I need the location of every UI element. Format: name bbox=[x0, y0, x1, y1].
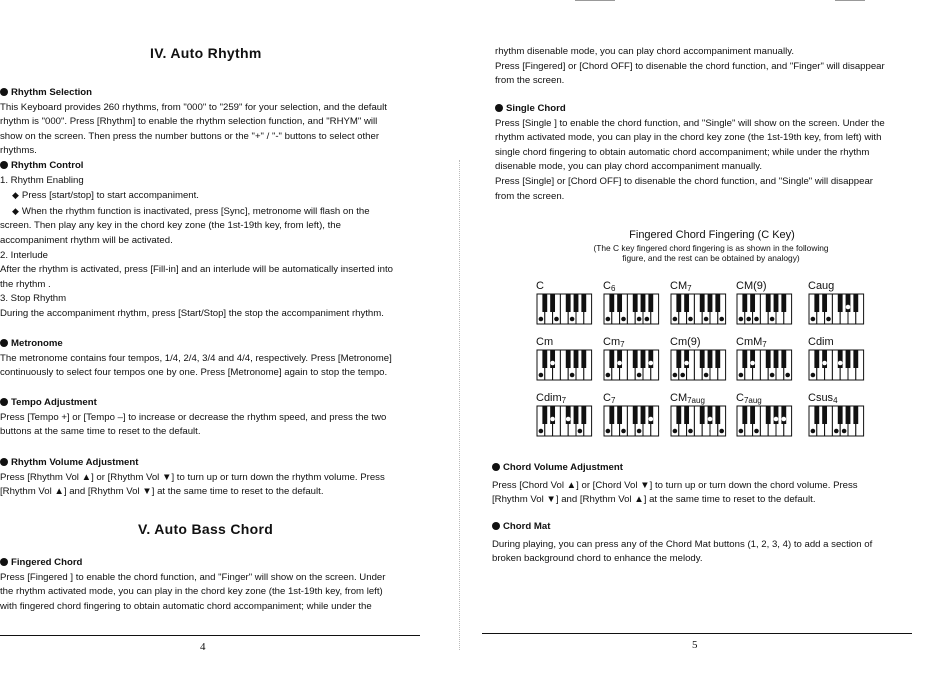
finger-dot bbox=[842, 429, 847, 434]
finger-dot bbox=[785, 373, 790, 378]
chord-diagram bbox=[603, 280, 659, 325]
finger-dot bbox=[606, 373, 611, 378]
black-key bbox=[715, 294, 720, 312]
black-key bbox=[766, 406, 771, 424]
chord-chart-subtitle: (The C key fingered chord fingering is as shown in the following bbox=[593, 242, 829, 253]
chord-diagram bbox=[736, 280, 792, 325]
paragraph-line: After the rhythm is activated, press [Fill-in] and an interlude will be automatically inserted into bbox=[0, 264, 393, 276]
finger-dot bbox=[554, 317, 559, 322]
keyboard-diagram bbox=[670, 405, 727, 437]
black-key bbox=[766, 350, 771, 368]
right-page bbox=[470, 0, 950, 673]
finger-dot bbox=[822, 361, 827, 366]
keyboard-diagram bbox=[536, 293, 593, 325]
left-page bbox=[0, 0, 432, 673]
keyboard-diagram bbox=[603, 349, 660, 381]
black-key bbox=[700, 294, 705, 312]
section-title-auto-rhythm: IV. Auto Rhythm bbox=[150, 45, 262, 61]
black-key bbox=[581, 406, 586, 424]
bullet-icon bbox=[0, 458, 8, 466]
chord-diagram bbox=[736, 336, 792, 381]
black-key bbox=[633, 406, 638, 424]
finger-dot bbox=[673, 317, 678, 322]
page-gutter bbox=[459, 160, 461, 650]
metronome-heading: Metronome bbox=[0, 337, 392, 352]
black-key bbox=[581, 294, 586, 312]
paragraph-line: accompaniment rhythm will be activated. bbox=[0, 234, 173, 246]
fingered-chord-continued bbox=[495, 45, 885, 89]
black-key bbox=[609, 350, 614, 368]
paragraph-line: Press [Fingered ] to enable the chord function, and "Finger" will show on the screen. Under bbox=[0, 571, 386, 583]
black-key bbox=[774, 294, 779, 312]
finger-dot bbox=[704, 373, 709, 378]
finger-dot bbox=[570, 373, 575, 378]
paragraph-line: with fingered chord fingering to obtain automatic chord accompaniment; while under the bbox=[0, 600, 372, 612]
bullet-icon bbox=[495, 104, 503, 112]
rhythm-selection-section bbox=[0, 86, 393, 322]
paragraph-line: disenable mode, you can play chord accompaniment manually. bbox=[495, 161, 762, 173]
finger-dot bbox=[704, 317, 709, 322]
finger-dot bbox=[750, 361, 755, 366]
chord-name: Csus$_4$ bbox=[808, 392, 838, 405]
chord-name: Cm bbox=[536, 336, 554, 348]
black-key bbox=[633, 294, 638, 312]
tempo-heading: Tempo Adjustment bbox=[0, 396, 386, 411]
paragraph-line: Press [Chord Vol ▲] or [Chord Vol ▼] to turn up or turn down the chord volume. Press bbox=[492, 479, 858, 491]
finger-dot bbox=[739, 317, 744, 322]
chord-chart-subtitle: figure, and the rest can be obtained by analogy) bbox=[622, 252, 800, 263]
chord-name: $CM_7$ bbox=[670, 280, 692, 293]
black-key bbox=[822, 294, 827, 312]
black-key bbox=[566, 350, 571, 368]
paragraph-line: rhythm is "000". Press [Rhythm] to enable the rhythm selection function, and "RHYM" will bbox=[0, 116, 378, 128]
black-key bbox=[708, 350, 713, 368]
keyboard-diagram bbox=[670, 349, 727, 381]
black-key bbox=[566, 294, 571, 312]
paragraph-line: [Rhythm Vol ▲] and [Rhythm Vol ▼] at the same time to reset to the default. bbox=[0, 486, 324, 498]
paragraph-line: buttons at the same time to reset to the default. bbox=[0, 426, 201, 438]
black-key bbox=[641, 294, 646, 312]
finger-dot bbox=[637, 317, 642, 322]
chord-diagram bbox=[603, 336, 659, 381]
paragraph-line: During playing, you can press any of the Chord Mat buttons (1, 2, 3, 4) to add a section of bbox=[492, 538, 873, 550]
finger-dot bbox=[719, 317, 724, 322]
chord-diagram bbox=[536, 280, 592, 325]
black-key bbox=[766, 294, 771, 312]
finger-dot bbox=[846, 305, 851, 310]
finger-dot bbox=[617, 361, 622, 366]
finger-dot bbox=[754, 429, 759, 434]
chord-name: Cdim$_7$ bbox=[536, 392, 567, 405]
finger-dot bbox=[774, 417, 779, 422]
keyboard-diagram bbox=[736, 405, 793, 437]
keyboard-diagram bbox=[536, 349, 593, 381]
paragraph-line: Press [Tempo +] or [Tempo –] to increase or decrease the rhythm speed, and press the two bbox=[0, 411, 387, 423]
finger-dot bbox=[688, 317, 693, 322]
black-key bbox=[676, 294, 681, 312]
paragraph-line: ◆ When the rhythm function is inactivated, press [Sync], metronome will flash on the bbox=[12, 205, 370, 217]
black-key bbox=[846, 350, 851, 368]
keyboard-diagram bbox=[603, 405, 660, 437]
chord-diagram bbox=[536, 336, 592, 381]
paragraph-line: 2. Interlude bbox=[0, 249, 49, 261]
paragraph-line: screen. Then play any key in the chord key zone (the 1st-19th key, from left), the bbox=[0, 220, 341, 232]
black-key bbox=[853, 406, 858, 424]
chord-diagram bbox=[808, 392, 864, 437]
chord-volume-heading: Chord Volume Adjustment bbox=[492, 461, 858, 476]
finger-dot bbox=[782, 417, 787, 422]
chord-name: CM(9) bbox=[736, 280, 767, 292]
metronome-section bbox=[0, 337, 392, 381]
chord-diagram bbox=[808, 280, 864, 325]
black-key bbox=[838, 406, 843, 424]
black-key bbox=[742, 350, 747, 368]
black-key bbox=[684, 294, 689, 312]
paragraph-line: 3. Stop Rhythm bbox=[0, 293, 67, 305]
paragraph-line: rhythm activated mode, you can play in the chord key zone (the 1st-19th key, from left) with bbox=[495, 132, 882, 144]
finger-dot bbox=[550, 361, 555, 366]
rhythm-control-heading: Rhythm Control bbox=[0, 159, 393, 174]
finger-dot bbox=[539, 429, 544, 434]
black-key bbox=[581, 350, 586, 368]
chord-diagram bbox=[736, 392, 792, 437]
chord-name: Cdim bbox=[808, 336, 834, 348]
finger-dot bbox=[838, 361, 843, 366]
section-title-auto-bass-chord: V. Auto Bass Chord bbox=[138, 521, 274, 537]
finger-dot bbox=[680, 373, 685, 378]
black-key bbox=[822, 406, 827, 424]
chord-chart-header bbox=[470, 228, 950, 263]
keyboard-diagram bbox=[670, 293, 727, 325]
finger-dot bbox=[578, 429, 583, 434]
black-key bbox=[853, 294, 858, 312]
chord-diagram bbox=[808, 336, 864, 381]
diamond-bullet-icon: ◆ bbox=[12, 205, 19, 216]
rhythm-selection-heading: Rhythm Selection bbox=[0, 86, 393, 101]
rhythm-volume-section bbox=[0, 456, 385, 500]
finger-dot bbox=[719, 429, 724, 434]
rhythm-volume-heading: Rhythm Volume Adjustment bbox=[0, 456, 385, 471]
paragraph-line: The metronome contains four tempos, 1/4, 2/4, 3/4 and 4/4, respectively. Press [Metronome] bbox=[0, 352, 392, 364]
finger-dot bbox=[754, 317, 759, 322]
paragraph-line: [Rhythm Vol ▼] and [Rhythm Vol ▲] at the same time to reset to the default. bbox=[492, 494, 816, 506]
finger-dot bbox=[688, 429, 693, 434]
finger-dot bbox=[645, 317, 650, 322]
finger-dot bbox=[550, 417, 555, 422]
black-key bbox=[781, 294, 786, 312]
keyboard-diagram bbox=[736, 293, 793, 325]
single-chord-section bbox=[495, 102, 885, 204]
keyboard-diagram bbox=[808, 293, 865, 325]
keyboard-diagram bbox=[736, 349, 793, 381]
chord-chart-title: Fingered Chord Fingering (C Key) bbox=[629, 229, 795, 241]
footer-rule bbox=[482, 633, 912, 634]
paragraph-line: 1. Rhythm Enabling bbox=[0, 174, 84, 186]
finger-dot bbox=[621, 429, 626, 434]
black-key bbox=[641, 350, 646, 368]
bullet-icon bbox=[0, 339, 8, 347]
paragraph-line: rhythm disenable mode, you can play chord accompaniment manually. bbox=[495, 46, 794, 57]
keyboard-diagram bbox=[808, 405, 865, 437]
chord-name: Caug bbox=[808, 280, 835, 292]
chord-name: $CM_{7aug}$ bbox=[670, 392, 705, 405]
black-key bbox=[742, 294, 747, 312]
chord-volume-section bbox=[492, 461, 858, 508]
finger-dot bbox=[739, 429, 744, 434]
bullet-icon bbox=[0, 161, 8, 169]
paragraph-line: During the accompaniment rhythm, press [Start/Stop] the stop the accompaniment rhythm. bbox=[0, 307, 384, 319]
finger-dot bbox=[673, 373, 678, 378]
fingered-chord-heading: Fingered Chord bbox=[0, 556, 385, 571]
keyboard-diagram bbox=[808, 349, 865, 381]
black-key bbox=[814, 406, 819, 424]
chord-name: C bbox=[536, 280, 544, 292]
paragraph-line: show on the screen. Then press the number buttons or the "+" / "-" buttons to select other bbox=[0, 130, 380, 142]
finger-dot bbox=[606, 317, 611, 322]
black-key bbox=[542, 406, 547, 424]
paragraph-line: Press [Fingered] or [Chord OFF] to disenable the chord function, and "Finger" will disappear bbox=[495, 60, 885, 72]
diamond-bullet-icon: ◆ bbox=[12, 190, 19, 201]
black-key bbox=[676, 406, 681, 424]
chord-diagram bbox=[603, 392, 659, 437]
black-key bbox=[648, 294, 653, 312]
bullet-icon bbox=[0, 398, 8, 406]
black-key bbox=[814, 294, 819, 312]
paragraph-line: ◆ Press [start/stop] to start accompaniment. bbox=[12, 190, 199, 202]
black-key bbox=[609, 294, 614, 312]
paragraph-line: broken background chord to enhance the melody. bbox=[492, 553, 703, 565]
black-key bbox=[542, 294, 547, 312]
page-number: 5 bbox=[692, 639, 698, 651]
finger-dot bbox=[811, 317, 816, 322]
single-chord-heading: Single Chord bbox=[495, 102, 885, 117]
keyboard-diagram bbox=[536, 405, 593, 437]
paragraph-line: Press [Rhythm Vol ▲] or [Rhythm Vol ▼] to turn up or turn down the rhythm volume. Press bbox=[0, 471, 385, 483]
finger-dot bbox=[566, 417, 571, 422]
black-key bbox=[774, 350, 779, 368]
black-key bbox=[700, 406, 705, 424]
black-key bbox=[853, 350, 858, 368]
paragraph-line: rhythms. bbox=[0, 145, 37, 157]
page-number: 4 bbox=[200, 641, 206, 653]
black-key bbox=[700, 350, 705, 368]
chord-mat-section bbox=[492, 520, 872, 567]
black-key bbox=[574, 350, 579, 368]
black-key bbox=[750, 294, 755, 312]
bullet-icon bbox=[0, 88, 8, 96]
chord-diagram bbox=[536, 392, 592, 437]
chord-diagram bbox=[670, 392, 726, 437]
finger-dot bbox=[811, 373, 816, 378]
chord-mat-heading: Chord Mat bbox=[492, 520, 872, 535]
finger-dot bbox=[539, 373, 544, 378]
finger-dot bbox=[570, 317, 575, 322]
black-key bbox=[708, 294, 713, 312]
bullet-icon bbox=[0, 558, 8, 566]
black-key bbox=[542, 350, 547, 368]
black-key bbox=[846, 406, 851, 424]
finger-dot bbox=[811, 429, 816, 434]
chord-name: CmM$_7$ bbox=[736, 336, 767, 349]
chord-diagram bbox=[670, 280, 726, 325]
finger-dot bbox=[708, 417, 713, 422]
black-key bbox=[750, 406, 755, 424]
finger-dot bbox=[673, 429, 678, 434]
finger-dot bbox=[739, 373, 744, 378]
black-key bbox=[742, 406, 747, 424]
finger-dot bbox=[746, 317, 751, 322]
chord-name: Cm(9) bbox=[670, 336, 701, 348]
finger-dot bbox=[684, 361, 689, 366]
black-key bbox=[609, 406, 614, 424]
chord-name: $C_{7aug}$ bbox=[736, 392, 762, 405]
finger-dot bbox=[539, 317, 544, 322]
keyboard-diagram bbox=[603, 293, 660, 325]
fingered-chord-section bbox=[0, 556, 385, 614]
finger-dot bbox=[649, 417, 654, 422]
black-key bbox=[617, 294, 622, 312]
paragraph-line: from the screen. bbox=[495, 190, 565, 202]
black-key bbox=[574, 294, 579, 312]
paragraph-line: from the screen. bbox=[495, 75, 565, 87]
paragraph-line: This Keyboard provides 260 rhythms, from "000" to "259" for your selection, and the default bbox=[0, 101, 387, 113]
black-key bbox=[684, 406, 689, 424]
black-key bbox=[715, 406, 720, 424]
paragraph-line: Press [Single] or [Chord OFF] to disenable the chord function, and "Single" will disappear bbox=[495, 175, 873, 187]
black-key bbox=[838, 294, 843, 312]
paragraph-line: Press [Single ] to enable the chord function, and "Single" will show on the screen. Under the bbox=[495, 117, 885, 129]
black-key bbox=[550, 294, 555, 312]
footer-rule bbox=[0, 635, 420, 636]
bullet-icon bbox=[492, 463, 500, 471]
black-key bbox=[633, 350, 638, 368]
paragraph-line: the rhythm . bbox=[0, 278, 51, 290]
paragraph-line: the rhythm activated mode, you can play in the chord key zone (the 1st-19th key, from left) bbox=[0, 586, 383, 598]
bullet-icon bbox=[492, 522, 500, 530]
chord-name: $Cm_7$ bbox=[603, 336, 625, 349]
black-key bbox=[641, 406, 646, 424]
finger-dot bbox=[770, 373, 775, 378]
finger-dot bbox=[770, 317, 775, 322]
black-key bbox=[676, 350, 681, 368]
black-key bbox=[781, 350, 786, 368]
finger-dot bbox=[637, 373, 642, 378]
black-key bbox=[574, 406, 579, 424]
chord-name: $C_6$ bbox=[603, 280, 616, 293]
finger-dot bbox=[637, 429, 642, 434]
finger-dot bbox=[826, 317, 831, 322]
finger-dot bbox=[834, 429, 839, 434]
chord-name: $C_7$ bbox=[603, 392, 616, 405]
tempo-section bbox=[0, 396, 386, 440]
finger-dot bbox=[649, 361, 654, 366]
black-key bbox=[617, 406, 622, 424]
paragraph-line: continuously to select four tempos one by one. Press [Metronome] again to stop the tempo. bbox=[0, 367, 388, 379]
finger-dot bbox=[621, 317, 626, 322]
paragraph-line: single chord fingering to obtain automatic chord accompaniment; while under the rhythm bbox=[495, 146, 870, 158]
chord-diagram bbox=[670, 336, 726, 381]
finger-dot bbox=[606, 429, 611, 434]
black-key bbox=[715, 350, 720, 368]
black-key bbox=[814, 350, 819, 368]
